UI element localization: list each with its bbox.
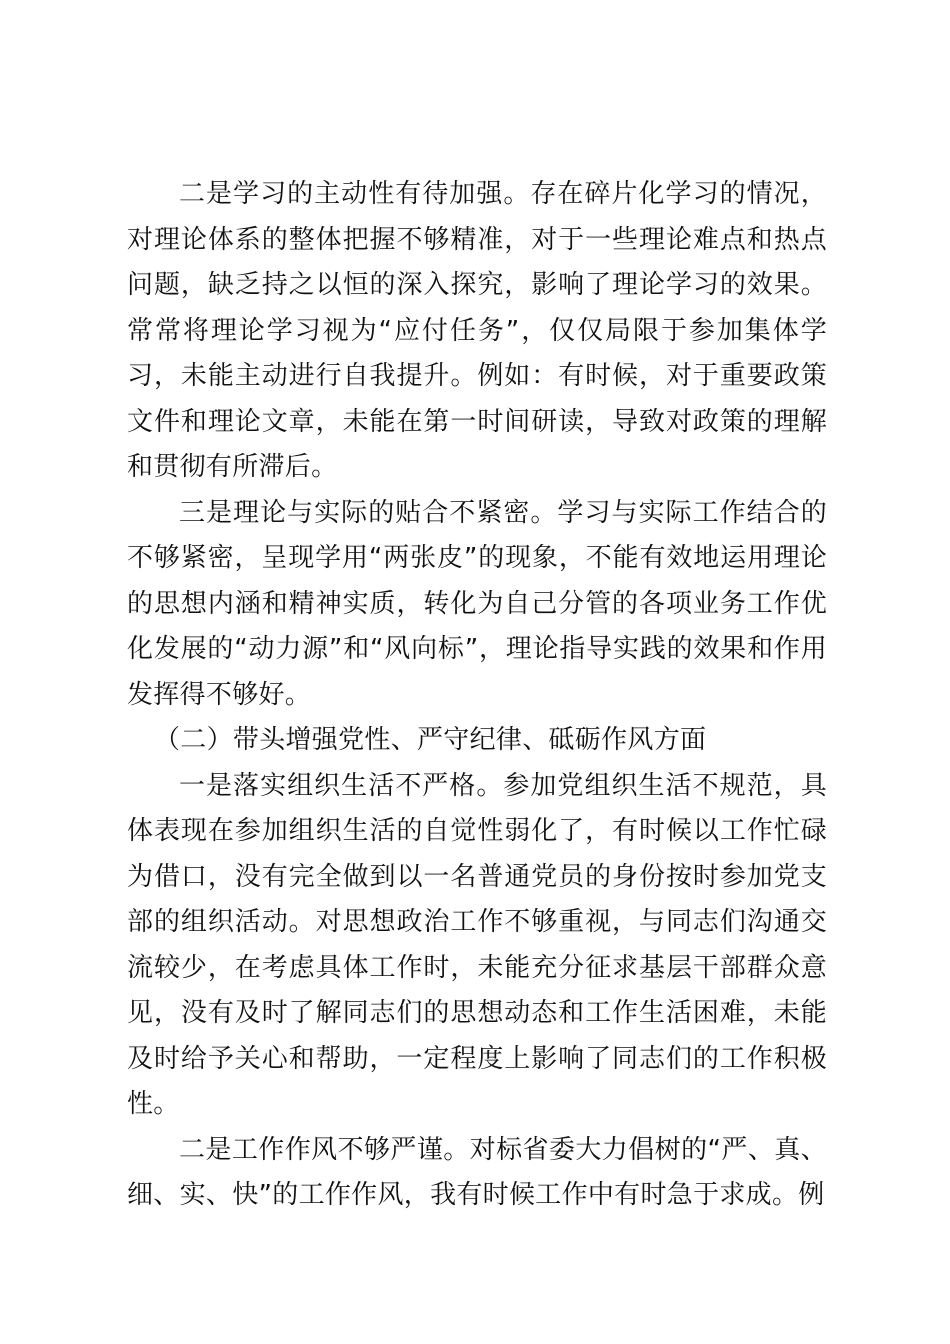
paragraph-theory-practice: 三是理论与实际的贴合不紧密。学习与实际工作结合的不够紧密，呈现学用“两张皮”的现象，不能有效地运用理论的思想内涵和精神实质，转化为自己分管的各项业务工作优化发展的“动力源”和“风向标”，理论指导实践的效果和作用发挥得不够好。 <box>127 497 827 710</box>
paragraph-learning-initiative: 二是学习的主动性有待加强。存在碎片化学习的情况，对理论体系的整体把握不够精准，对于一些理论难点和热点问题，缺乏持之以恒的深入探究，影响了理论学习的效果。常常将理论学习视为“应付任务”，仅仅局限于参加集体学习，未能主动进行自我提升。例如：有时候，对于重要政策文件和理论文章，未能在第一时间研读，导致对政策的理解和贯彻有所滞后。 <box>127 179 827 482</box>
paragraph-work-style: 二是工作作风不够严谨。对标省委大力倡树的“严、真、细、实、快”的工作作风，我有时候工作中有时急于求成。例 <box>127 1134 827 1210</box>
paragraph-organizational-life: 一是落实组织生活不严格。参加党组织生活不规范，具体表现在参加组织生活的自觉性弱化了，有时候以工作忙碌为借口，没有完全做到以一名普通党员的身份按时参加党支部的组织活动。对思想政治工作不够重视，与同志们沟通交流较少，在考虑具体工作时，未能充分征求基层干部群众意见，没有及时了解同志们的思想动态和工作生活困难，未能及时给予关心和帮助，一定程度上影响了同志们的工作积极性。 <box>127 770 827 1119</box>
section-heading-party-discipline: （二）带头增强党性、严守纪律、砥砺作风方面 <box>154 725 707 755</box>
document-body <box>127 172 827 1219</box>
